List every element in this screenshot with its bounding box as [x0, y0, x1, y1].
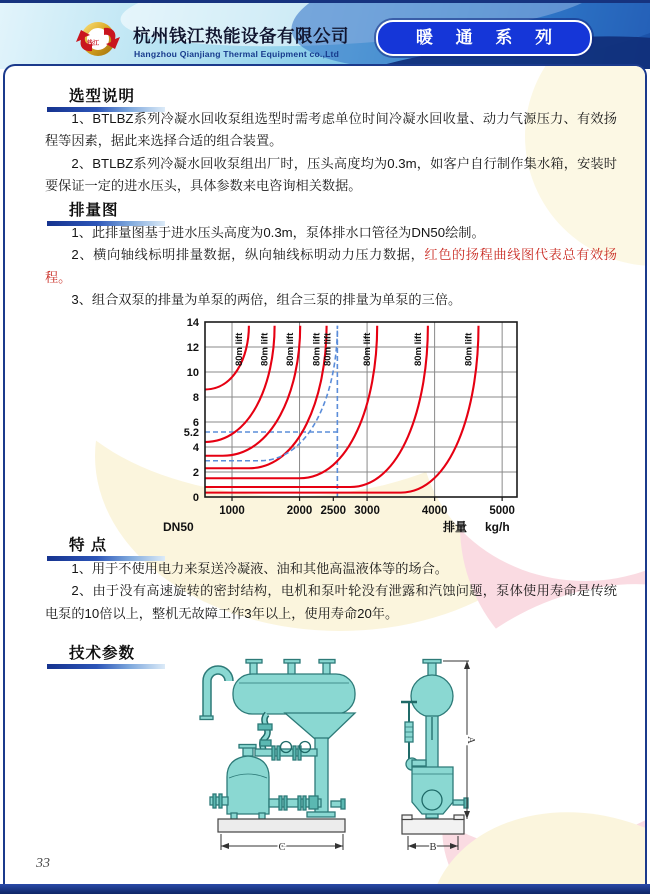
- svg-text:2500: 2500: [320, 505, 347, 517]
- svg-text:80m lift: 80m lift: [412, 332, 424, 366]
- section-title: 特 点: [69, 537, 108, 554]
- svg-text:8: 8: [192, 392, 199, 404]
- svg-text:10: 10: [186, 367, 199, 379]
- company-logo-icon: [70, 11, 128, 65]
- svg-text:80m lift: 80m lift: [311, 332, 323, 366]
- company-name-en: Hangzhou Qianjiang Thermal Equipment co.,Ltd: [134, 49, 340, 59]
- svg-text:5000: 5000: [489, 505, 515, 517]
- page-number: 33: [36, 856, 50, 871]
- svg-text:80m lift: 80m lift: [463, 332, 475, 366]
- paragraph: 3、组合双泵的排量为单泵的两倍，组合三泵的排量为单泵的三倍。: [71, 292, 462, 308]
- paragraph: 2、由于没有高速旋转的密封结构，电机和泵叶轮没有泄露和汽蚀问题，泵体使用寿命是传统电泵的10倍以上，整机无故障工作3年以上，使用寿命20年。: [45, 583, 617, 621]
- svg-text:14: 14: [186, 317, 199, 329]
- collection-tank: [233, 674, 355, 714]
- displacement-chart: [145, 314, 565, 542]
- section-title: 技术参数: [69, 645, 136, 662]
- paragraph: 1、用于不使用电力来泵送冷凝液、油和其他高温液体等的场合。: [71, 561, 448, 576]
- svg-text:80m lift: 80m lift: [259, 332, 271, 366]
- paragraph: [45, 244, 617, 289]
- paragraph: 1、BTLBZ系列冷凝水回收泵组选型时需考虑单位时间冷凝水回收量、动力气源压力、有效扬程等因素，据此来选择合适的组合装置。: [45, 111, 617, 149]
- features-text: [45, 558, 617, 625]
- svg-text:12: 12: [186, 342, 199, 354]
- front-view: [200, 660, 355, 820]
- dim-label-a: A: [465, 736, 476, 744]
- svg-text:kg/h: kg/h: [485, 520, 510, 534]
- paragraph-black-part: 2、横向轴线标明排量数据，纵向轴线标明动力压力数据，: [71, 247, 425, 263]
- heading-underline: [47, 664, 165, 669]
- content-layer: [5, 66, 645, 884]
- svg-text:5.2: 5.2: [183, 427, 199, 439]
- svg-text:80m lift: 80m lift: [233, 332, 245, 366]
- section-title: 排量图: [69, 202, 119, 219]
- section-heading-tech-params: [47, 641, 165, 669]
- svg-text:排量: 排量: [443, 520, 468, 534]
- series-badge: 暖 通 系 列: [376, 20, 592, 56]
- vent-flange: [200, 716, 213, 720]
- displacement-text: [45, 222, 617, 312]
- svg-text:80m lift: 80m lift: [362, 332, 374, 366]
- company-name-cn: 杭州钱江热能设备有限公司: [133, 26, 349, 46]
- funnel: [285, 713, 355, 739]
- svg-text:80m lift: 80m lift: [322, 332, 334, 366]
- svg-text:0: 0: [192, 492, 199, 504]
- footer-bar: [0, 884, 650, 894]
- svg-text:80m lift: 80m lift: [285, 332, 297, 366]
- svg-text:4000: 4000: [421, 505, 448, 517]
- svg-text:DN50: DN50: [163, 520, 194, 534]
- technical-drawing: [155, 650, 495, 865]
- displacement-chart-svg: [145, 314, 565, 542]
- svg-text:4: 4: [192, 442, 199, 454]
- svg-text:6: 6: [192, 417, 199, 429]
- dim-label-c: C: [278, 842, 286, 853]
- side-tank: [411, 675, 453, 717]
- svg-text:2000: 2000: [286, 505, 313, 517]
- content-panel: [3, 64, 647, 884]
- logo-text: 钱江: [87, 41, 100, 47]
- paragraph: 1、此排量图基于进水压头高度为0.3m，泵体排水口管径为DN50绘制。: [71, 225, 485, 240]
- section-heading-features: [47, 533, 165, 561]
- pump-unit-drawing-svg: [155, 650, 495, 865]
- dim-label-b: B: [429, 842, 437, 853]
- side-view: [401, 660, 468, 819]
- page-header: [0, 0, 650, 69]
- svg-text:3000: 3000: [354, 505, 380, 517]
- section-title: 选型说明: [69, 88, 136, 105]
- svg-text:1000: 1000: [219, 505, 245, 517]
- paragraph-red-part: 红色的扬程曲线图代表总有效扬程。: [45, 247, 617, 285]
- pump-vessel: [227, 756, 269, 814]
- front-base-plate: [218, 819, 345, 832]
- svg-text:2: 2: [192, 467, 199, 479]
- selection-text: [45, 108, 617, 198]
- paragraph: 2、BTLBZ系列冷凝水回收泵组出厂时，压头高度均为0.3m，如客户自行制作集水箱，安装时要保证一定的进水压头，具体参数来电咨询相关数据。: [45, 155, 617, 194]
